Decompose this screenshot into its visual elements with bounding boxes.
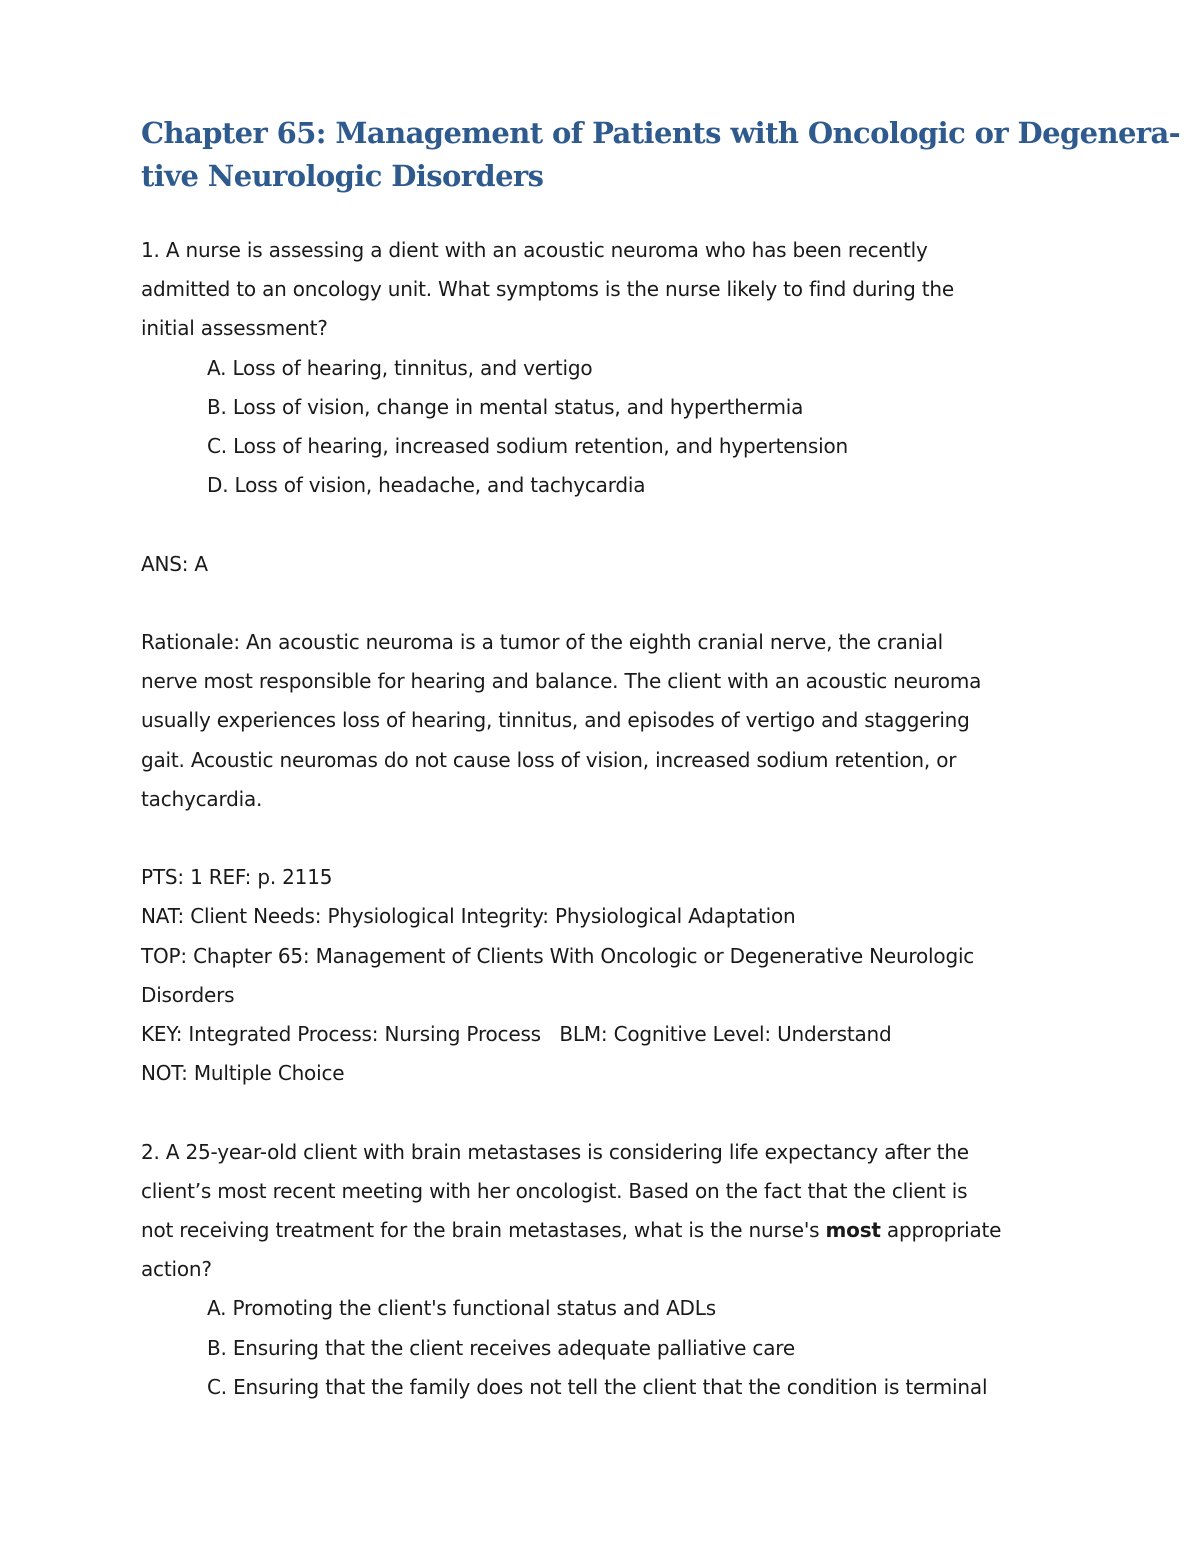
question-2-option-b: B. Ensuring that the client receives adequate palliative care: [207, 1335, 795, 1360]
spacer: [141, 1093, 1101, 1132]
question-1-option-d: D. Loss of vision, headache, and tachycardia: [207, 473, 646, 498]
chapter-title: [141, 112, 1181, 198]
meta-key: KEY: Integrated Process: Nursing Process BLM: Cognitive Level: Understand: [141, 1022, 892, 1047]
rationale-line: Rationale: An acoustic neuroma is a tumor of the eighth cranial nerve, the cranial: [141, 630, 943, 654]
question-1-stem-line: admitted to an oncology unit. What symptoms is the nurse likely to find during the: [141, 277, 954, 302]
meta-top: TOP: Chapter 65: Management of Clients With Oncologic or Degenerative Neurologic: [141, 943, 975, 968]
question-2-option-a: A. Promoting the client's functional status and ADLs: [207, 1296, 716, 1321]
question-2-options: [141, 1289, 1101, 1407]
spacer: [141, 819, 1101, 858]
question-1-metadata: [141, 858, 1101, 1093]
spacer: [141, 584, 1101, 623]
stem-text: not receiving treatment for the brain metastases, what is the nurse's: [141, 1218, 826, 1243]
question-2-option-c: C. Ensuring that the family does not tell the client that the condition is terminal: [207, 1374, 988, 1399]
rationale-line: tachycardia.: [141, 786, 263, 811]
question-1-stem: [141, 231, 1101, 349]
question-2-stem: [141, 1133, 1101, 1290]
spacer: [141, 505, 1101, 544]
question-1-rationale: [141, 623, 1101, 819]
question-1-option-b: B. Loss of vision, change in mental status, and hyperthermia: [207, 394, 804, 419]
question-1-answer: ANS: A: [141, 551, 208, 576]
emphasis-most: most: [825, 1218, 881, 1243]
question-2-stem-line: [141, 1211, 1101, 1250]
question-2-stem-line: action?: [141, 1257, 212, 1282]
rationale-line: usually experiences loss of hearing, tinnitus, and episodes of vertigo and staggering: [141, 708, 970, 733]
question-1: [141, 231, 1101, 1093]
meta-not: NOT: Multiple Choice: [141, 1061, 345, 1086]
meta-pts: PTS: 1 REF: p. 2115: [141, 865, 333, 890]
meta-nat: NAT: Client Needs: Physiological Integrity: Physiological Adaptation: [141, 904, 796, 929]
question-1-stem-line: 1. A nurse is assessing a dient with an acoustic neuroma who has been recently: [141, 238, 928, 262]
question-1-option-c: C. Loss of hearing, increased sodium retention, and hypertension: [207, 434, 848, 459]
chapter-title-line-1: Chapter 65: Management of Patients with Oncologic or Degenera-: [141, 116, 1181, 150]
question-1-options: [141, 349, 1101, 506]
question-2: [141, 1133, 1101, 1407]
rationale-line: gait. Acoustic neuromas do not cause loss of vision, increased sodium retention, or: [141, 747, 957, 772]
chapter-title-line-2: tive Neurologic Disorders: [141, 159, 544, 193]
question-1-stem-line: initial assessment?: [141, 316, 328, 341]
document-page: [141, 112, 1181, 1407]
stem-text: appropriate: [880, 1218, 1002, 1243]
question-2-stem-line: client’s most recent meeting with her oncologist. Based on the fact that the client is: [141, 1178, 968, 1203]
meta-top-continued: Disorders: [141, 982, 235, 1007]
rationale-line: nerve most responsible for hearing and balance. The client with an acoustic neuroma: [141, 669, 982, 694]
question-2-stem-line: 2. A 25-year-old client with brain metastases is considering life expectancy after the: [141, 1139, 969, 1164]
question-1-option-a: A. Loss of hearing, tinnitus, and vertigo: [207, 355, 593, 380]
